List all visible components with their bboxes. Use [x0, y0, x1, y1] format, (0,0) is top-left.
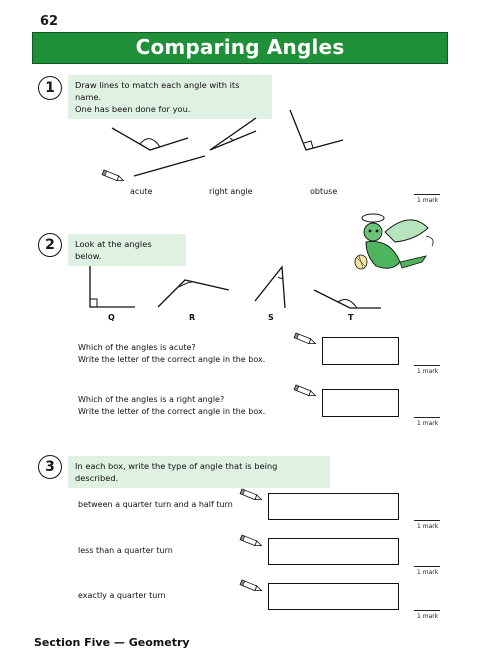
q2-part-b-mark-label: 1 mark — [417, 420, 439, 427]
q3-item-1-mark-label: 1 mark — [417, 523, 439, 530]
q1-instruction-line1: Draw lines to match each angle with its name. — [75, 80, 240, 102]
q1-label-obtuse: obtuse — [310, 187, 338, 196]
q3-item-1-mark-line — [414, 520, 440, 521]
pencil-icon — [240, 580, 262, 593]
q3-item-1-text: between a quarter turn and a half turn — [78, 500, 233, 509]
q3-item-1-answer-box[interactable] — [268, 493, 399, 520]
page-title: Comparing Angles — [135, 35, 345, 59]
q2-letter-q: Q — [108, 313, 115, 322]
q3-item-3-answer-box[interactable] — [268, 583, 399, 610]
pencil-icon — [240, 489, 262, 502]
q3-item-2-answer-box[interactable] — [268, 538, 399, 565]
q2-part-a-line1: Which of the angles is acute? — [78, 343, 196, 352]
q2-letter-t: T — [348, 313, 354, 322]
q3-item-3-mark-line — [414, 610, 440, 611]
q3-item-3-mark-label: 1 mark — [417, 613, 439, 620]
question-3-number: 3 — [38, 455, 62, 479]
q1-label-acute: acute — [130, 187, 153, 196]
q1-label-right-angle: right angle — [209, 187, 253, 196]
q2-part-b-line1: Which of the angles is a right angle? — [78, 395, 225, 404]
page-number: 62 — [40, 14, 59, 29]
question-1-number: 1 — [38, 76, 62, 100]
question-2-number: 2 — [38, 233, 62, 257]
q3-item-2-text: less than a quarter turn — [78, 546, 173, 555]
question-3-instruction: In each box, write the type of angle that is being described. — [68, 456, 330, 488]
q1-instruction-line2: One has been done for you. — [75, 104, 191, 114]
q1-mark-label: 1 mark — [417, 197, 439, 204]
q2-part-b-line2: Write the letter of the correct angle in the box. — [78, 407, 266, 416]
q2-letter-r: R — [189, 313, 196, 322]
q2-letter-s: S — [268, 313, 274, 322]
q2-part-a-mark-label: 1 mark — [417, 368, 439, 375]
q3-item-3-text: exactly a quarter turn — [78, 591, 166, 600]
section-footer: Section Five — Geometry — [34, 636, 190, 649]
q3-item-2-mark-label: 1 mark — [417, 569, 439, 576]
q3-item-2-mark-line — [414, 566, 440, 567]
question-2-instruction: Look at the angles below. — [68, 234, 186, 266]
pencil-icon — [240, 535, 262, 548]
q2-part-a-line2: Write the letter of the correct angle in the box. — [78, 355, 266, 364]
